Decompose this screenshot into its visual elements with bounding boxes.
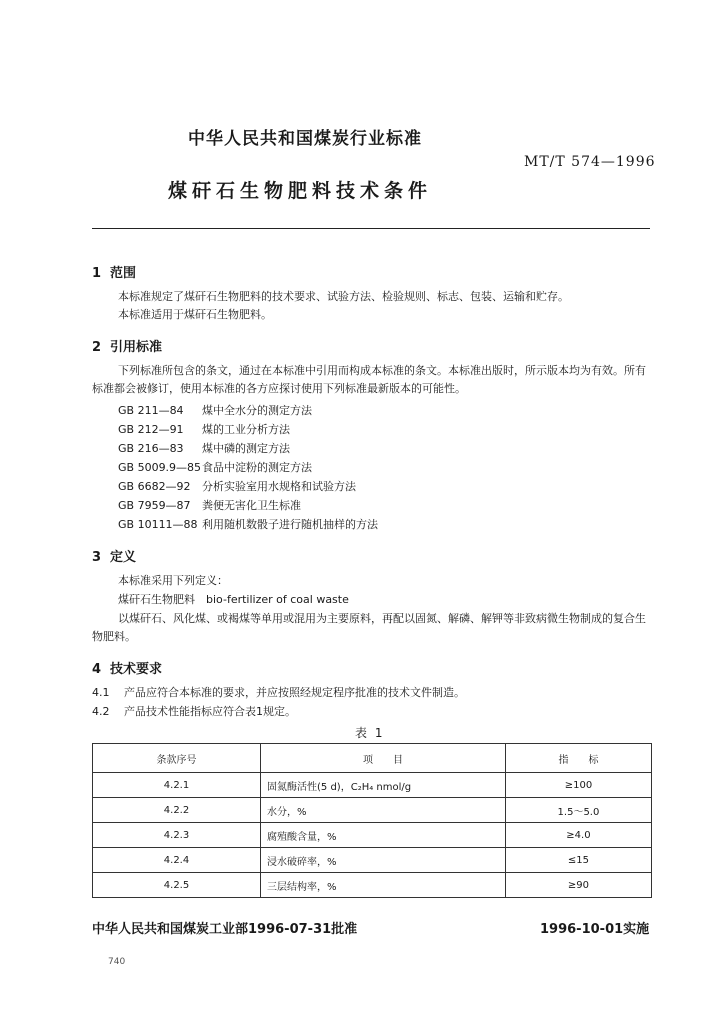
- table-row: [93, 848, 652, 873]
- clause-4-2: [92, 703, 296, 721]
- section-2-heading: [92, 336, 162, 355]
- cell-item: 浸水破碎率，%: [261, 848, 506, 873]
- cell-item: 三层结构率，%: [261, 873, 506, 898]
- cell-clause: 4.2.1: [93, 773, 261, 798]
- clause-text: 产品技术性能指标应符合表1规定。: [124, 705, 296, 718]
- cell-clause: 4.2.5: [93, 873, 261, 898]
- definition-term: 煤矸石生物肥料 bio-fertilizer of coal waste: [118, 593, 349, 606]
- reference-code: GB 211—84: [118, 404, 184, 417]
- cell-index: 1.5～5.0: [505, 798, 651, 823]
- reference-item: [118, 440, 290, 456]
- column-header-index: 指 标: [505, 744, 651, 773]
- clause-4-1: [92, 684, 465, 702]
- reference-title: 煤中磷的测定方法: [202, 442, 290, 455]
- section-1-para-1: 本标准规定了煤矸石生物肥料的技术要求、试验方法、检验规则、标志、包装、运输和贮存。: [118, 290, 569, 303]
- cell-clause: 4.2.4: [93, 848, 261, 873]
- reference-item: [118, 421, 290, 437]
- table-row: [93, 873, 652, 898]
- standard-organization: 中华人民共和国煤炭行业标准: [188, 129, 422, 149]
- cell-index: ≥4.0: [505, 823, 651, 848]
- cell-clause: 4.2.2: [93, 798, 261, 823]
- section-title: 引用标准: [110, 340, 163, 355]
- section-number: 1: [92, 266, 102, 281]
- page-number: 740: [108, 957, 126, 967]
- section-1-heading: [92, 262, 136, 281]
- cell-item: 水分，%: [261, 798, 506, 823]
- specification-table: [92, 743, 652, 898]
- column-header-item: 项 目: [261, 744, 506, 773]
- reference-code: GB 10111—88: [118, 518, 198, 531]
- document-title: 煤矸石生物肥料技术条件: [168, 180, 433, 202]
- reference-code: GB 216—83: [118, 442, 184, 455]
- column-header-clause: 条款序号: [93, 744, 261, 773]
- reference-title: 食品中淀粉的测定方法: [202, 461, 312, 474]
- table-caption: 表 1: [355, 726, 385, 740]
- table-row: [93, 823, 652, 848]
- clause-number: 4.1: [92, 686, 110, 699]
- section-title: 范围: [110, 266, 137, 281]
- reference-title: 煤的工业分析方法: [202, 423, 290, 436]
- reference-item: [118, 402, 312, 418]
- section-4-heading: [92, 658, 162, 677]
- reference-item: [118, 478, 356, 494]
- table-row: [93, 773, 652, 798]
- section-1-para-2: 本标准适用于煤矸石生物肥料。: [118, 308, 272, 321]
- standard-code: MT/T 574—1996: [524, 154, 656, 170]
- title-divider: [92, 228, 650, 229]
- cell-index: ≥90: [505, 873, 651, 898]
- reference-title: 煤中全水分的测定方法: [202, 404, 312, 417]
- cell-item: 腐殖酸含量，%: [261, 823, 506, 848]
- reference-title: 分析实验室用水规格和试验方法: [202, 480, 356, 493]
- reference-code: GB 6682—92: [118, 480, 191, 493]
- cell-item: 固氮酶活性(5 d)，C₂H₄ nmol/g: [261, 773, 506, 798]
- clause-number: 4.2: [92, 705, 110, 718]
- clause-text: 产品应符合本标准的要求，并应按照经规定程序批准的技术文件制造。: [124, 686, 465, 699]
- effective-date: 1996-10-01实施: [540, 922, 650, 937]
- section-title: 技术要求: [110, 662, 163, 677]
- reference-item: [118, 516, 378, 532]
- section-3-heading: [92, 546, 136, 565]
- section-number: 2: [92, 340, 102, 355]
- section-3-intro: 本标准采用下列定义：: [118, 574, 228, 587]
- section-number: 3: [92, 550, 102, 565]
- reference-item: [118, 459, 312, 475]
- cell-index: ≤15: [505, 848, 651, 873]
- table-row: [93, 798, 652, 823]
- cell-index: ≥100: [505, 773, 651, 798]
- reference-code: GB 5009.9—85: [118, 461, 202, 474]
- definition-text: 以煤矸石、风化煤、或褐煤等单用或混用为主要原料，再配以固氮、解磷、解钾等非致病微生物制成的复合生物肥料。: [92, 612, 646, 643]
- reference-code: GB 212—91: [118, 423, 184, 436]
- reference-title: 利用随机数骰子进行随机抽样的方法: [202, 518, 378, 531]
- reference-title: 粪便无害化卫生标准: [202, 499, 301, 512]
- reference-item: [118, 497, 301, 513]
- reference-code: GB 7959—87: [118, 499, 191, 512]
- section-title: 定义: [110, 550, 137, 565]
- table-header-row: [93, 744, 652, 773]
- section-number: 4: [92, 662, 102, 677]
- approval-statement: 中华人民共和国煤炭工业部1996-07-31批准: [92, 922, 358, 937]
- section-2-intro: 下列标准所包含的条文，通过在本标准中引用而构成本标准的条文。本标准出版时，所示版本均为有效。所有标准都会被修订，使用本标准的各方应探讨使用下列标准最新版本的可能性。: [92, 364, 646, 395]
- cell-clause: 4.2.3: [93, 823, 261, 848]
